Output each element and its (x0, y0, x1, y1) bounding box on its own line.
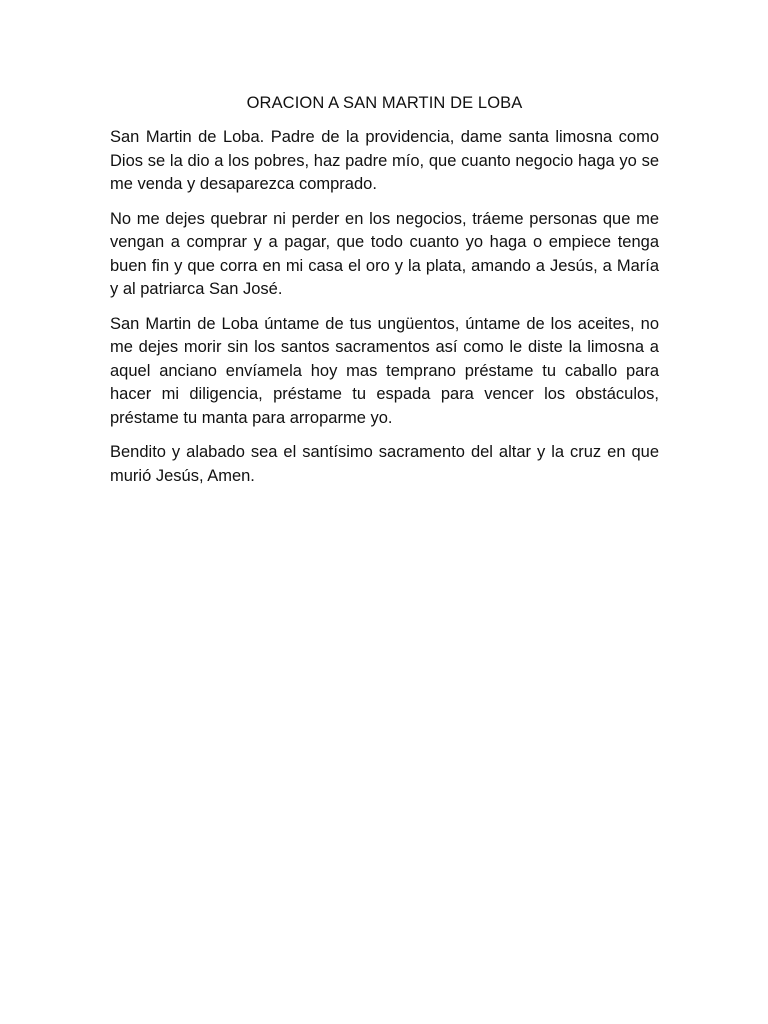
document-body (110, 92, 659, 499)
document-title: ORACION A SAN MARTIN DE LOBA (246, 94, 523, 112)
paragraph: Bendito y alabado sea el santísimo sacramento del altar y la cruz en que murió Jesús, Amen. (110, 443, 659, 485)
paragraph: San Martin de Loba úntame de tus ungüentos, úntame de los aceites, no me dejes morir sin los santos sacramentos así como le diste la limosna a aquel anciano envíamela hoy mas temprano préstame tu caballo para hacer mi diligencia, préstame tu espada para vencer los obstáculos, préstame tu manta para arroparme yo. (110, 314, 659, 427)
paragraph: No me dejes quebrar ni perder en los negocios, tráeme personas que me vengan a comprar y a pagar, que todo cuanto yo haga o empiece tenga buen fin y que corra en mi casa el oro y la plata, amando a Jesús, a María y al patriarca San José. (110, 209, 659, 298)
paragraph: San Martin de Loba. Padre de la providencia, dame santa limosna como Dios se la dio a los pobres, haz padre mío, que cuanto negocio haga yo se me venda y desaparezca comprado. (110, 128, 659, 193)
